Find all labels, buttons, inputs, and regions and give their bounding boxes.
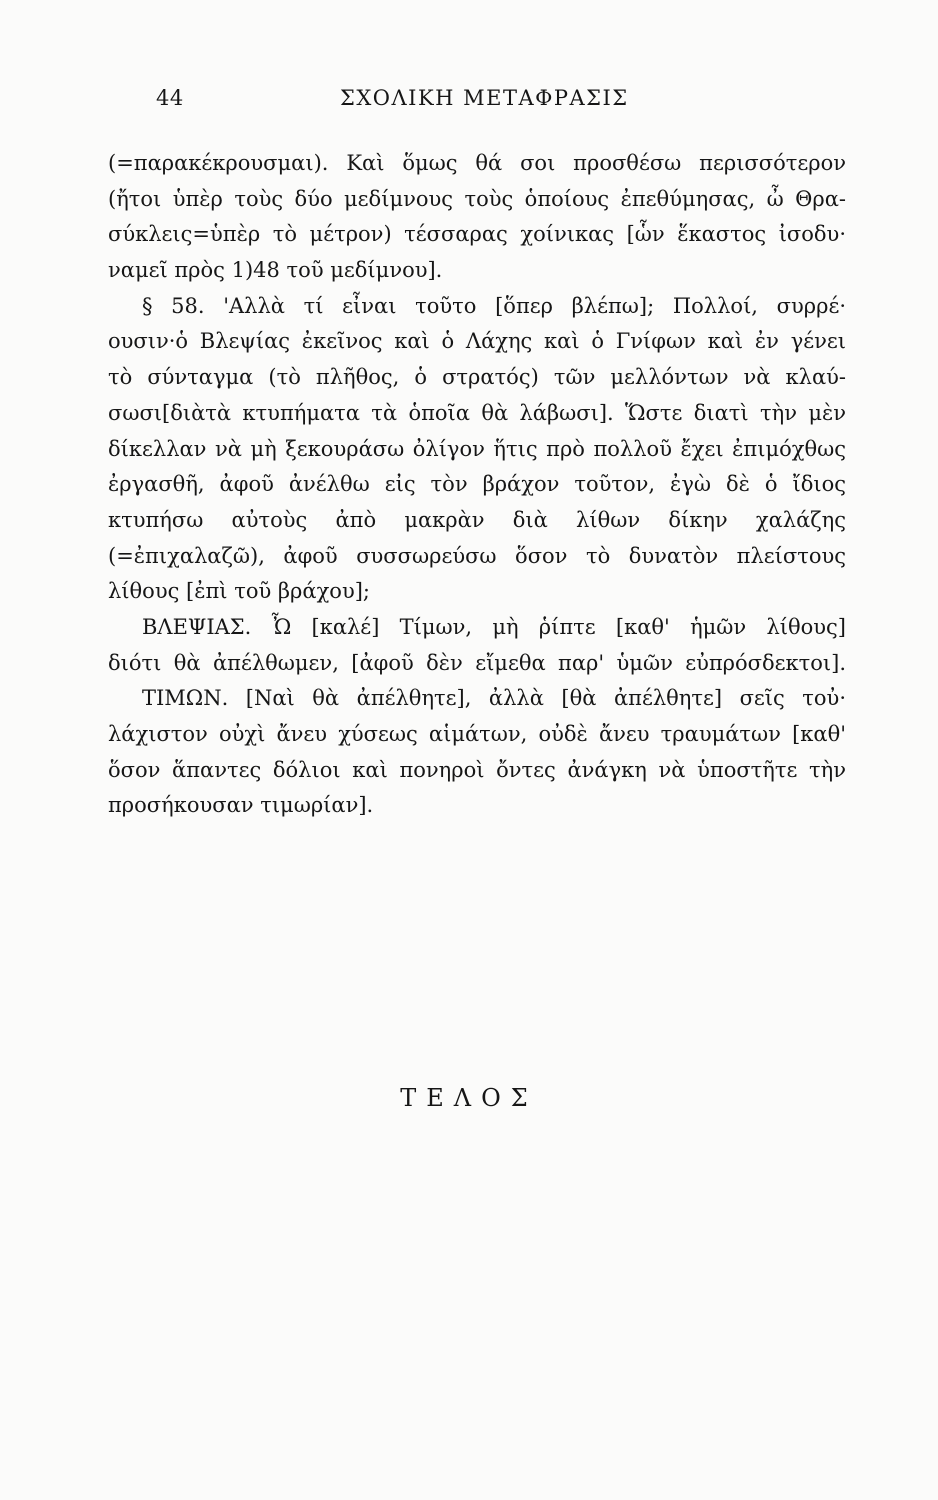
end-mark: ΤΕΛΟΣ xyxy=(400,1084,538,1112)
text-line: (ἤτοι ὑπὲρ τοὺς δύο μεδίμνους τοὺς ὁποίους ἐπεθύμησας, ὦ Θρα- xyxy=(108,186,846,211)
text-line: (=ἐπιχαλαζῶ), ἀφοῦ συσσωρεύσω ὅσον τὸ δυνατὸν πλείστους xyxy=(108,543,846,568)
running-title: ΣΧΟΛΙΚΗ ΜΕΤΑΦΡΑΣΙΣ xyxy=(340,86,629,110)
body-text xyxy=(108,146,846,824)
text-line: διότι θὰ ἀπέλθωμεν, [ἀφοῦ δὲν εἴμεθα παρ' ὑμῶν εὐπρόσδεκτοι]. xyxy=(108,650,846,675)
text-line: ναμεῖ πρὸς 1)48 τοῦ μεδίμνου]. xyxy=(108,258,443,283)
speaker-line: ΤΙΜΩΝ. [Ναὶ θὰ ἀπέλθητε], ἀλλὰ [θὰ ἀπέλθητε] σεῖς τοὐ· xyxy=(142,686,846,711)
text-line: σύκλεις=ὑπὲρ τὸ μέτρον) τέσσαρας χοίνικας [ὧν ἕκαστος ἰσοδυ· xyxy=(108,222,846,247)
page-header xyxy=(0,78,938,118)
text-line: κτυπήσω αὐτοὺς ἀπὸ μακρὰν διὰ λίθων δίκην χαλάζης xyxy=(108,507,846,532)
text-line: ὅσον ἅπαντες δόλιοι καὶ πονηροὶ ὄντες ἀνάγκη νὰ ὑποστῆτε τὴν xyxy=(108,757,846,782)
text-line: σωσι[διὰτὰ κτυπήματα τὰ ὁποῖα θὰ λάβωσι]. Ὥστε διατὶ τὴν μὲν xyxy=(108,400,846,425)
text-line: λίθους [ἐπὶ τοῦ βράχου]; xyxy=(108,579,370,604)
text-line: ουσιν·ὁ Βλεψίας ἐκεῖνος καὶ ὁ Λάχης καὶ ὁ Γνίφων καὶ ἐν γένει xyxy=(108,329,846,354)
text-line: δίκελλαν νὰ μὴ ξεκουράσω ὀλίγον ἥτις πρὸ πολλοῦ ἔχει ἐπιμόχθως xyxy=(108,436,846,461)
paragraph-start-line: § 58. 'Αλλὰ τί εἶναι τοῦτο [ὅπερ βλέπω]; Πολλοί, συρρέ· xyxy=(142,293,846,318)
page-number: 44 xyxy=(156,86,184,110)
text-line: λάχιστον οὐχὶ ἄνευ χύσεως αἱμάτων, οὐδὲ ἄνευ τραυμάτων [καθ' xyxy=(108,722,846,746)
text-line: (=παρακέκρουσμαι). Καὶ ὅμως θά σοι προσθέσω περισσότερον xyxy=(108,151,846,175)
speaker-line: ΒΛΕΨΙΑΣ. Ὦ [καλέ] Τίμων, μὴ ῥίπτε [καθ' ἡμῶν λίθους] xyxy=(142,614,846,639)
text-line: ἐργασθῆ, ἀφοῦ ἀνέλθω εἰς τὸν βράχον τοῦτον, ἐγὼ δὲ ὁ ἴδιος xyxy=(108,472,846,497)
text-line: τὸ σύνταγμα (τὸ πλῆθος, ὁ στρατός) τῶν μελλόντων νὰ κλαύ- xyxy=(108,365,846,390)
text-line: προσήκουσαν τιμωρίαν]. xyxy=(108,793,374,818)
